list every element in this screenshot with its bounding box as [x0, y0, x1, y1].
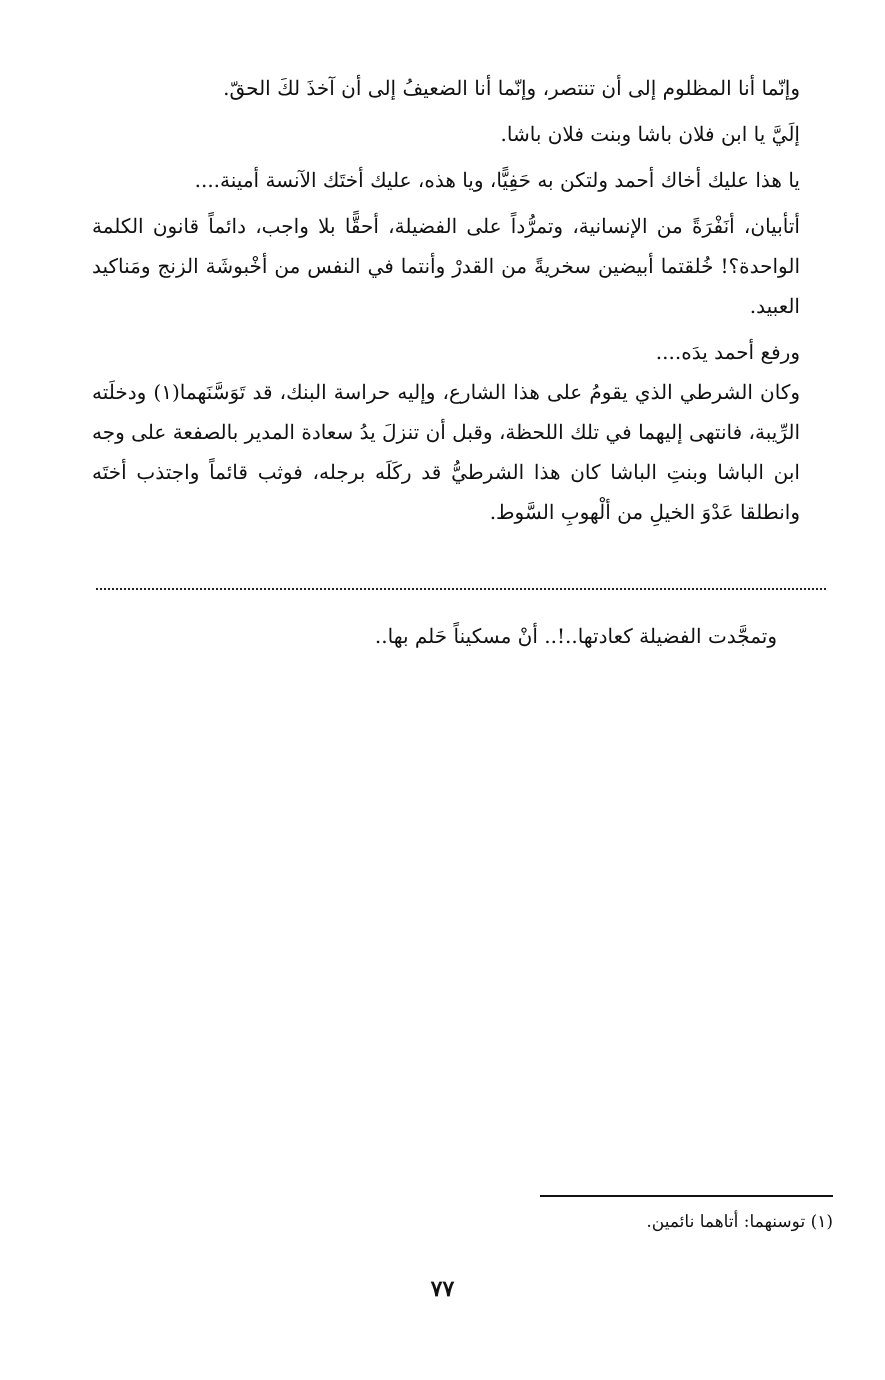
paragraph-6: وكان الشرطي الذي يقومُ على هذا الشارع، وإليه حراسة البنك، قد تَوَسَّنَهما(١) ودخلَته الرِّيبة، فانتهى إليهما في تلك اللحظة، وقبل أن تنزلَ يدُ سعادة المدير بالصفعة على وجه ابن الباشا وبنتِ الباشا كان هذا الشرطيُّ قد ركَلَه برجله، فوثب قائماً واجتذب أختَه وانطلقا عَدْوَ الخيلِ من ألْهوبِ السَّوط.	[92, 380, 800, 524]
footnote-rule	[540, 1195, 833, 1197]
footnote: (١) توسنهما: أتاهما نائمين.	[646, 1212, 833, 1232]
main-text	[92, 68, 834, 532]
paragraph-1: وإنّما أنا المظلوم إلى أن تنتصر، وإنّما أنا الضعيفُ إلى أن آخذَ لكَ الحقّ.	[223, 76, 800, 100]
paragraph-2: إلَيَّ يا ابن فلان باشا وبنت فلان باشا.	[500, 122, 800, 146]
closing-line: وتمجَّدت الفضيلة كعادتها..!.. أنْ مسكيناً حَلم بها..	[374, 624, 777, 648]
page-number: ٧٧	[430, 1276, 455, 1302]
dotted-separator	[96, 584, 826, 590]
paragraph-5: ورفع أحمد يدَه....	[655, 340, 800, 364]
paragraph-4: أتأبيان، أنَفْرَةً من الإنسانية، وتمرُّداً على الفضيلة، أحقًّا بلا واجب، دائماً قانون الكلمة الواحدة؟! خُلقتما أبيضين سخريةً من القدرْ وأنتما في النفس من أخْبوشَة الزنج ومَناكيد العبيد.	[92, 214, 800, 318]
paragraph-3: يا هذا عليك أخاك أحمد ولتكن به حَفِيًّا، ويا هذه، عليك أختَك الآنسة أمينة....	[194, 168, 800, 192]
